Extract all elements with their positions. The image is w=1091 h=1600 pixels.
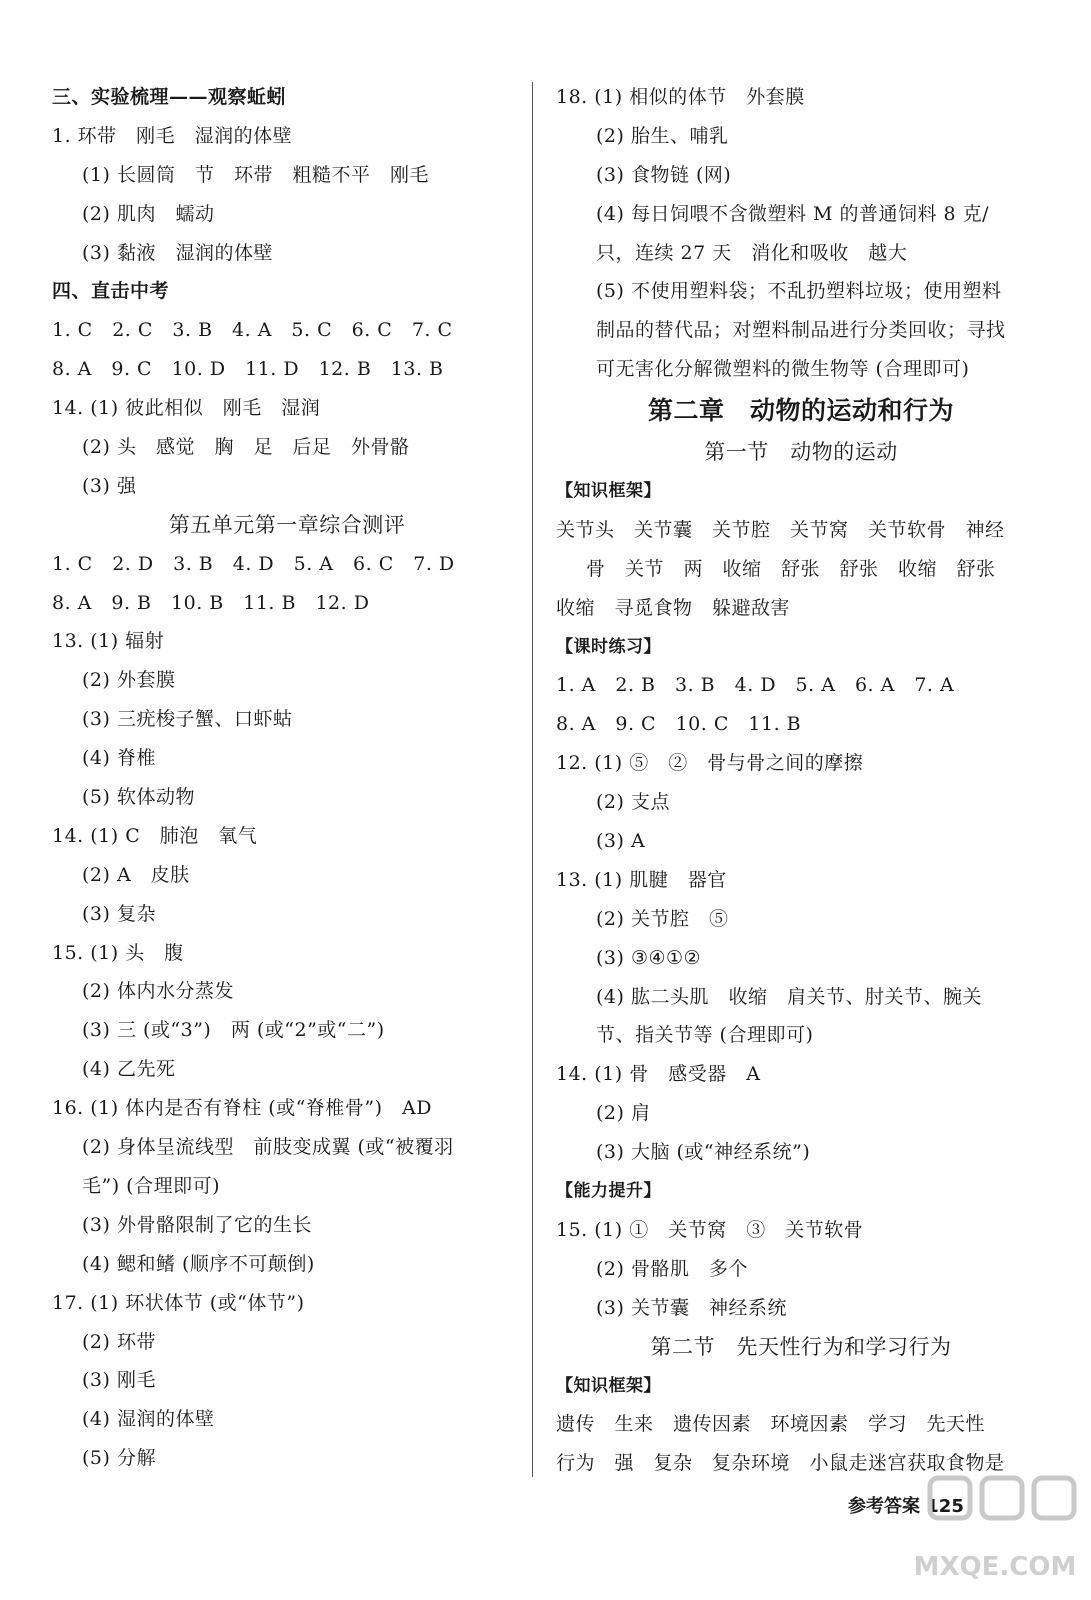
left-line: 14. (1) 彼此相似 刚毛 湿润 bbox=[52, 397, 321, 420]
left-column bbox=[52, 78, 522, 1478]
right-line: 14. (1) 骨 感受器 A bbox=[556, 1063, 761, 1086]
right-line: 收缩 寻觅食物 躲避敌害 bbox=[556, 596, 791, 619]
right-line: (3) 食物链 (网) bbox=[596, 163, 732, 186]
right-line: (5) 不使用塑料袋；不乱扔塑料垃圾；使用塑料 bbox=[596, 280, 1002, 303]
left-line: 1. C 2. C 3. B 4. A 5. C 6. C 7. C bbox=[52, 319, 453, 342]
right-line: 骨 关节 两 收缩 舒张 舒张 收缩 舒张 bbox=[586, 557, 996, 580]
left-line: 1. 环带 刚毛 湿润的体壁 bbox=[52, 124, 293, 147]
left-line: (3) 复杂 bbox=[82, 902, 156, 925]
page-footer: 参考答案 125 bbox=[848, 1496, 964, 1517]
left-line: (2) 身体呈流线型 前肢变成翼 (或“被覆羽 bbox=[82, 1136, 454, 1159]
right-line: 13. (1) 肌腱 器官 bbox=[556, 868, 727, 891]
right-line: 18. (1) 相似的体节 外套膜 bbox=[556, 86, 805, 108]
left-line: (2) A 皮肤 bbox=[82, 863, 190, 886]
left-line: 三、实验梳理——观察蚯蚓 bbox=[52, 86, 287, 108]
right-line: 可无害化分解微塑料的微生物等 (合理即可) bbox=[596, 358, 970, 381]
watermark-text: MXQE.COM bbox=[913, 1552, 1077, 1582]
left-line: (3) 三疣梭子蟹、口虾蛄 bbox=[82, 708, 293, 731]
right-line: 节、指关节等 (合理即可) bbox=[596, 1024, 814, 1047]
right-line: 【知识框架】 bbox=[556, 481, 661, 502]
right-line: 1. A 2. B 3. B 4. D 5. A 6. A 7. A bbox=[556, 674, 955, 697]
left-line: 15. (1) 头 腹 bbox=[52, 941, 184, 964]
left-line: 14. (1) C 肺泡 氧气 bbox=[52, 824, 258, 847]
right-line: 12. (1) ⑤ ② 骨与骨之间的摩擦 bbox=[556, 752, 864, 775]
right-line: 15. (1) ① 关节窝 ③ 关节软骨 bbox=[556, 1218, 864, 1241]
right-line: 第二节 先天性行为和学习行为 bbox=[650, 1334, 952, 1359]
right-line: 制品的替代品；对塑料制品进行分类回收；寻找 bbox=[596, 319, 1006, 342]
left-line: 13. (1) 辐射 bbox=[52, 630, 165, 653]
left-line: 8. A 9. C 10. D 11. D 12. B 13. B bbox=[52, 358, 444, 381]
right-line: (3) 关节囊 神经系统 bbox=[596, 1296, 787, 1319]
left-line: (4) 乙先死 bbox=[82, 1058, 176, 1081]
right-line: (2) 胎生、哺乳 bbox=[596, 124, 729, 147]
right-line: (2) 肩 bbox=[596, 1102, 651, 1125]
left-line: (3) 黏液 湿润的体壁 bbox=[82, 241, 273, 264]
right-line: (4) 每日饲喂不含微塑料 M 的普通饲料 8 克/ bbox=[596, 202, 990, 225]
left-line: (5) 分解 bbox=[82, 1447, 156, 1470]
left-line: (4) 脊椎 bbox=[82, 747, 156, 770]
right-line: (2) 关节腔 ⑤ bbox=[596, 907, 729, 930]
left-line: (2) 体内水分蒸发 bbox=[82, 980, 234, 1003]
right-line: (3) 大脑 (或“神经系统”) bbox=[596, 1141, 811, 1164]
right-line: (3) ③④①② bbox=[596, 946, 702, 969]
left-line: (3) 外骨骼限制了它的生长 bbox=[82, 1213, 312, 1236]
left-line: 1. C 2. D 3. B 4. D 5. A 6. C 7. D bbox=[52, 552, 455, 575]
left-line: (4) 湿润的体壁 bbox=[82, 1408, 215, 1431]
column-divider bbox=[532, 82, 533, 1477]
right-line: (3) A bbox=[596, 830, 646, 853]
left-line: 四、直击中考 bbox=[52, 280, 170, 303]
left-line: 8. A 9. B 10. B 11. B 12. D bbox=[52, 591, 370, 614]
right-line: (4) 肱二头肌 收缩 肩关节、肘关节、腕关 bbox=[596, 985, 982, 1008]
left-line: (2) 头 感觉 胸 足 后足 外骨骼 bbox=[82, 436, 410, 459]
right-line: 【知识框架】 bbox=[556, 1375, 661, 1396]
right-line: 行为 强 复杂 复杂环境 小鼠走迷宫获取食物是 bbox=[556, 1452, 1005, 1475]
right-line: (2) 骨骼肌 多个 bbox=[596, 1257, 748, 1280]
right-line: 8. A 9. C 10. C 11. B bbox=[556, 713, 802, 736]
left-line: 16. (1) 体内是否有脊柱 (或“脊椎骨”) AD bbox=[52, 1097, 432, 1120]
right-line: 第二章 动物的运动和行为 bbox=[647, 396, 954, 426]
left-line: (5) 软体动物 bbox=[82, 786, 195, 809]
left-line: (3) 强 bbox=[82, 474, 137, 497]
right-line: (2) 支点 bbox=[596, 791, 670, 814]
left-line: (4) 鳃和鳍 (顺序不可颠倒) bbox=[82, 1252, 315, 1275]
left-line: (2) 肌肉 蠕动 bbox=[82, 202, 215, 225]
left-line: (3) 刚毛 bbox=[82, 1369, 156, 1392]
left-line: (1) 长圆筒 节 环带 粗糙不平 刚毛 bbox=[82, 163, 429, 186]
right-line: 遗传 生来 遗传因素 环境因素 学习 先天性 bbox=[556, 1413, 986, 1436]
left-line: (2) 环带 bbox=[82, 1330, 156, 1353]
right-line: 【课时练习】 bbox=[556, 636, 661, 657]
left-line: (2) 外套膜 bbox=[82, 669, 176, 692]
right-line: 关节头 关节囊 关节腔 关节窝 关节软骨 神经 bbox=[556, 518, 1005, 541]
left-line: (3) 三 (或“3”) 两 (或“2”或“二”) bbox=[82, 1019, 385, 1042]
right-line: 第一节 动物的运动 bbox=[704, 440, 898, 465]
left-line: 毛”) (合理即可) bbox=[82, 1174, 220, 1197]
right-line: 只，连续 27 天 消化和吸收 越大 bbox=[596, 241, 908, 264]
watermark-logo bbox=[910, 1470, 1080, 1590]
right-line: 【能力提升】 bbox=[556, 1181, 661, 1202]
left-line: 第五单元第一章综合测评 bbox=[168, 512, 406, 537]
left-line: 17. (1) 环状体节 (或“体节”) bbox=[52, 1291, 305, 1314]
right-column bbox=[556, 78, 1046, 1483]
